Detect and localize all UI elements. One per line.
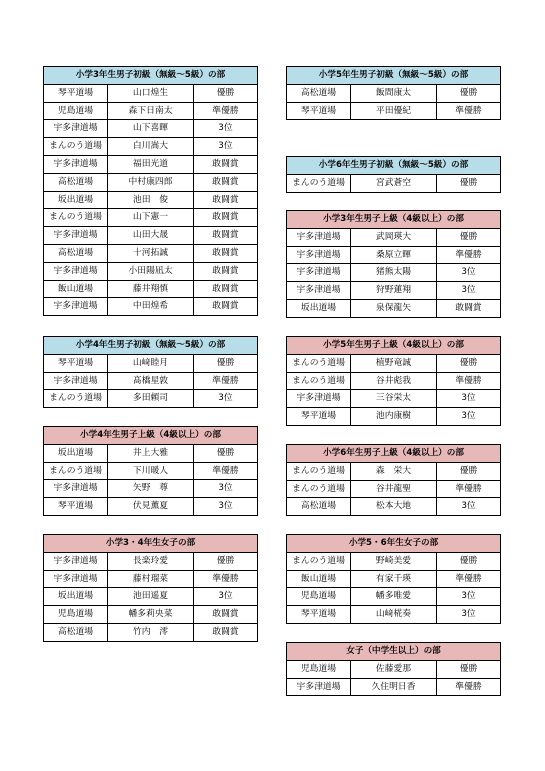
name-cell: 有家千瑛	[351, 570, 437, 588]
name-cell: 佐藤愛那	[351, 660, 437, 678]
dojo-cell: 宇多津道場	[44, 480, 108, 498]
result-cell: 優勝	[437, 354, 501, 372]
table-row	[44, 390, 258, 408]
table-row	[44, 280, 258, 298]
section-s7-table	[286, 210, 501, 318]
section-title: 小学3年生男子初級（無級～5級）の部	[44, 67, 258, 85]
result-cell: 敢闘賞	[194, 191, 258, 209]
name-cell: 山﨑睦月	[108, 354, 194, 372]
section-header-row	[44, 427, 258, 445]
result-cell: 3位	[194, 480, 258, 498]
result-cell: 敢闘賞	[437, 299, 501, 317]
table-row	[44, 480, 258, 498]
section-title: 小学4年生男子上級（4級以上）の部	[44, 427, 258, 445]
dojo-cell: 宇多津道場	[44, 372, 108, 390]
result-cell: 優勝	[194, 444, 258, 462]
name-cell: 池内康樹	[351, 408, 437, 426]
section-title: 小学3年生男子上級（4級以上）の部	[287, 211, 501, 229]
section-title: 小学6年生男子上級（4級以上）の部	[287, 445, 501, 463]
result-cell: 準優勝	[437, 102, 501, 120]
table-row	[44, 173, 258, 191]
name-cell: 武岡瑛大	[351, 228, 437, 246]
name-cell: 井上大雅	[108, 444, 194, 462]
section-header-row	[287, 211, 501, 229]
dojo-cell: 児島道場	[287, 660, 351, 678]
table-row	[287, 174, 501, 192]
result-cell: 3位	[437, 264, 501, 282]
table-row	[44, 498, 258, 516]
dojo-cell: 児島道場	[44, 606, 108, 624]
name-cell: 森下日南太	[108, 102, 194, 120]
table-row	[287, 462, 501, 480]
result-cell: 優勝	[437, 84, 501, 102]
result-cell: 敢闘賞	[194, 262, 258, 280]
table-row	[287, 354, 501, 372]
name-cell: 下川暖人	[108, 462, 194, 480]
name-cell: 矢野 尊	[108, 480, 194, 498]
result-cell: 準優勝	[194, 372, 258, 390]
name-cell: 狩野蓮翔	[351, 282, 437, 300]
name-cell: 飯間康太	[351, 84, 437, 102]
table-row	[287, 678, 501, 696]
result-cell: 優勝	[194, 552, 258, 570]
table-row	[287, 408, 501, 426]
table-row	[287, 588, 501, 606]
table-row	[287, 299, 501, 317]
result-cell: 敢闘賞	[194, 227, 258, 245]
section-title: 小学5・6年生女子の部	[287, 535, 501, 553]
table-row	[44, 191, 258, 209]
name-cell: 竹内 澪	[108, 623, 194, 641]
result-cell: 準優勝	[437, 246, 501, 264]
section-s11-table	[286, 642, 501, 696]
dojo-cell: まんのう道場	[44, 138, 108, 156]
dojo-cell: 琴平道場	[44, 354, 108, 372]
section-header-row	[287, 445, 501, 463]
section-header-row	[287, 67, 501, 85]
table-row	[44, 444, 258, 462]
section-header-row	[287, 535, 501, 553]
result-cell: 優勝	[437, 552, 501, 570]
dojo-cell: まんのう道場	[287, 480, 351, 498]
table-row	[44, 227, 258, 245]
name-cell: 池田遥夏	[108, 588, 194, 606]
dojo-cell: 坂出道場	[287, 299, 351, 317]
name-cell: 中村康四郎	[108, 173, 194, 191]
result-cell: 敢闘賞	[194, 209, 258, 227]
table-row	[44, 462, 258, 480]
result-cell: 3位	[194, 588, 258, 606]
section-title: 小学4年生男子初級（無級～5級）の部	[44, 337, 258, 355]
table-row	[287, 246, 501, 264]
dojo-cell: 宇多津道場	[44, 120, 108, 138]
name-cell: 伏見薫夏	[108, 498, 194, 516]
result-cell: 準優勝	[437, 570, 501, 588]
dojo-cell: 高松道場	[287, 84, 351, 102]
result-cell: 敢闘賞	[194, 280, 258, 298]
table-row	[287, 552, 501, 570]
result-cell: 3位	[194, 390, 258, 408]
section-header-row	[287, 337, 501, 355]
name-cell: 植野竜誠	[351, 354, 437, 372]
dojo-cell: 高松道場	[287, 498, 351, 516]
table-row	[287, 372, 501, 390]
dojo-cell: 高松道場	[44, 244, 108, 262]
result-cell: 3位	[437, 408, 501, 426]
section-title: 小学3・4年生女子の部	[44, 535, 258, 553]
dojo-cell: 宇多津道場	[287, 678, 351, 696]
name-cell: 谷井龍聖	[351, 480, 437, 498]
result-cell: 優勝	[194, 84, 258, 102]
name-cell: 山田大晟	[108, 227, 194, 245]
result-cell: 優勝	[437, 228, 501, 246]
dojo-cell: 琴平道場	[287, 408, 351, 426]
table-row	[44, 588, 258, 606]
name-cell: 松本大地	[351, 498, 437, 516]
dojo-cell: まんのう道場	[44, 209, 108, 227]
dojo-cell: まんのう道場	[44, 390, 108, 408]
table-row	[287, 606, 501, 624]
table-row	[44, 570, 258, 588]
dojo-cell: 宇多津道場	[287, 228, 351, 246]
name-cell: 平田優紀	[351, 102, 437, 120]
dojo-cell: 高松道場	[44, 173, 108, 191]
name-cell: 猪熊太陽	[351, 264, 437, 282]
dojo-cell: 飯山道場	[44, 280, 108, 298]
result-cell: 敢闘賞	[194, 155, 258, 173]
table-row	[287, 102, 501, 120]
name-cell: 山下喜暉	[108, 120, 194, 138]
result-cell: 準優勝	[194, 570, 258, 588]
name-cell: 森 栄大	[351, 462, 437, 480]
table-row	[44, 606, 258, 624]
dojo-cell: 坂出道場	[44, 191, 108, 209]
result-cell: 優勝	[437, 174, 501, 192]
table-row	[44, 120, 258, 138]
result-cell: 3位	[437, 588, 501, 606]
table-row	[44, 155, 258, 173]
table-row	[44, 372, 258, 390]
dojo-cell: 坂出道場	[44, 588, 108, 606]
dojo-cell: 宇多津道場	[44, 262, 108, 280]
dojo-cell: 宇多津道場	[44, 298, 108, 316]
dojo-cell: 宇多津道場	[44, 227, 108, 245]
section-header-row	[287, 157, 501, 175]
dojo-cell: 宇多津道場	[44, 155, 108, 173]
name-cell: 谷井彪我	[351, 372, 437, 390]
section-header-row	[44, 67, 258, 85]
result-cell: 優勝	[437, 660, 501, 678]
section-s4-table	[43, 534, 258, 642]
dojo-cell: まんのう道場	[287, 174, 351, 192]
result-cell: 敢闘賞	[194, 606, 258, 624]
section-s1-table	[43, 66, 258, 316]
table-row	[287, 282, 501, 300]
dojo-cell: 宇多津道場	[44, 552, 108, 570]
dojo-cell: 宇多津道場	[287, 264, 351, 282]
section-header-row	[287, 643, 501, 661]
result-cell: 準優勝	[437, 678, 501, 696]
section-header-row	[44, 535, 258, 553]
result-cell: 3位	[437, 282, 501, 300]
dojo-cell: 飯山道場	[287, 570, 351, 588]
result-cell: 3位	[194, 498, 258, 516]
result-cell: 敢闘賞	[194, 244, 258, 262]
table-row	[44, 138, 258, 156]
name-cell: 藤井翔慎	[108, 280, 194, 298]
result-cell: 敢闘賞	[194, 623, 258, 641]
dojo-cell: 宇多津道場	[287, 246, 351, 264]
result-cell: 敢闘賞	[194, 173, 258, 191]
section-title: 女子（中学生以上）の部	[287, 643, 501, 661]
result-cell: 3位	[194, 138, 258, 156]
name-cell: 野崎美愛	[351, 552, 437, 570]
result-cell: 準優勝	[194, 102, 258, 120]
table-row	[44, 102, 258, 120]
name-cell: 池田 俊	[108, 191, 194, 209]
section-s9-table	[286, 444, 501, 516]
name-cell: 幡多唯愛	[351, 588, 437, 606]
dojo-cell: 琴平道場	[44, 498, 108, 516]
result-cell: 3位	[437, 390, 501, 408]
name-cell: 小田陽凪太	[108, 262, 194, 280]
name-cell: 山﨑椛奏	[351, 606, 437, 624]
result-cell: 敢闘賞	[194, 298, 258, 316]
result-cell: 準優勝	[437, 480, 501, 498]
name-cell: 宮武蒼空	[351, 174, 437, 192]
result-cell: 優勝	[437, 462, 501, 480]
table-row	[287, 264, 501, 282]
result-cell: 準優勝	[194, 462, 258, 480]
name-cell: 多田頼司	[108, 390, 194, 408]
result-cell: 準優勝	[437, 372, 501, 390]
dojo-cell: 児島道場	[287, 588, 351, 606]
section-s6-table	[286, 156, 501, 193]
dojo-cell: まんのう道場	[44, 462, 108, 480]
section-title: 小学5年生男子初級（無級～5級）の部	[287, 67, 501, 85]
dojo-cell: まんのう道場	[287, 552, 351, 570]
name-cell: 髙橋星敦	[108, 372, 194, 390]
section-title: 小学6年生男子初級（無級～5級）の部	[287, 157, 501, 175]
dojo-cell: 宇多津道場	[287, 390, 351, 408]
table-row	[287, 480, 501, 498]
table-row	[287, 84, 501, 102]
dojo-cell: 児島道場	[44, 102, 108, 120]
section-header-row	[44, 337, 258, 355]
section-s2-table	[43, 336, 258, 408]
result-cell: 3位	[194, 120, 258, 138]
result-cell: 優勝	[194, 354, 258, 372]
table-row	[44, 298, 258, 316]
name-cell: 幡多莉央菜	[108, 606, 194, 624]
name-cell: 藤村瑠菜	[108, 570, 194, 588]
name-cell: 三谷栄太	[351, 390, 437, 408]
name-cell: 山口煌生	[108, 84, 194, 102]
result-cell: 3位	[437, 498, 501, 516]
table-row	[44, 354, 258, 372]
name-cell: 十河拓誠	[108, 244, 194, 262]
dojo-cell: まんのう道場	[287, 372, 351, 390]
name-cell: 長楽玲愛	[108, 552, 194, 570]
section-s10-table	[286, 534, 501, 624]
table-row	[287, 498, 501, 516]
dojo-cell: 坂出道場	[44, 444, 108, 462]
dojo-cell: 宇多津道場	[287, 282, 351, 300]
table-row	[44, 552, 258, 570]
section-s8-table	[286, 336, 501, 426]
table-row	[287, 228, 501, 246]
table-row	[44, 623, 258, 641]
dojo-cell: 高松道場	[44, 623, 108, 641]
table-row	[44, 244, 258, 262]
name-cell: 福田光道	[108, 155, 194, 173]
table-row	[287, 570, 501, 588]
dojo-cell: 琴平道場	[44, 84, 108, 102]
name-cell: 桑原立暉	[351, 246, 437, 264]
name-cell: 白川嵩大	[108, 138, 194, 156]
name-cell: 中田煌希	[108, 298, 194, 316]
section-s3-table	[43, 426, 258, 516]
name-cell: 泉保龍矢	[351, 299, 437, 317]
dojo-cell: 琴平道場	[287, 102, 351, 120]
section-s5-table	[286, 66, 501, 120]
table-row	[44, 209, 258, 227]
table-row	[44, 84, 258, 102]
table-row	[287, 390, 501, 408]
dojo-cell: まんのう道場	[287, 354, 351, 372]
name-cell: 久住明日香	[351, 678, 437, 696]
dojo-cell: まんのう道場	[287, 462, 351, 480]
result-cell: 3位	[437, 606, 501, 624]
table-row	[44, 262, 258, 280]
table-row	[287, 660, 501, 678]
section-title: 小学5年生男子上級（4級以上）の部	[287, 337, 501, 355]
name-cell: 山下憲一	[108, 209, 194, 227]
dojo-cell: 琴平道場	[287, 606, 351, 624]
dojo-cell: 宇多津道場	[44, 570, 108, 588]
